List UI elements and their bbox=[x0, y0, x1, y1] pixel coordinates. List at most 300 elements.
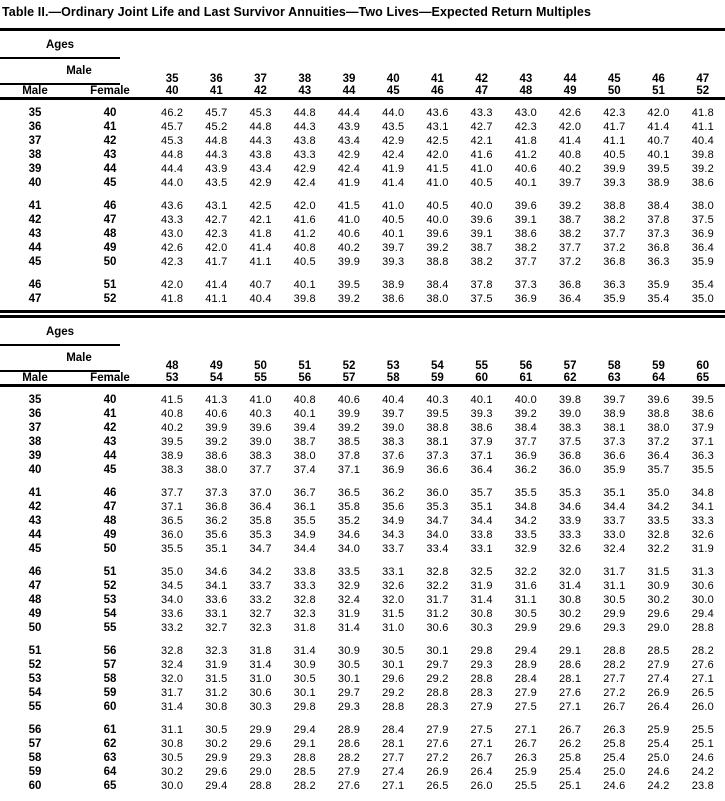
multiple-value-cell: 33.5 bbox=[337, 566, 361, 578]
multiple-value-cell: 37.8 bbox=[647, 214, 670, 226]
multiple-value-cell: 41.3 bbox=[205, 394, 228, 406]
multiple-value-cell: 28.2 bbox=[293, 780, 316, 792]
multiple-value-cell: 38.3 bbox=[161, 464, 184, 476]
multiple-value-cell: 42.3 bbox=[161, 256, 184, 268]
female-age-cell: 49 bbox=[103, 529, 117, 541]
multiple-value-cell: 32.3 bbox=[249, 622, 272, 634]
multiple-value-cell: 36.2 bbox=[514, 464, 537, 476]
multiple-value-cell: 37.1 bbox=[470, 450, 493, 462]
multiple-value-cell: 43.8 bbox=[293, 135, 316, 147]
multiple-value-cell: 27.9 bbox=[514, 687, 537, 699]
multiple-value-cell: 35.5 bbox=[691, 464, 714, 476]
multiple-value-cell: 32.2 bbox=[514, 566, 537, 578]
multiple-value-cell: 39.9 bbox=[603, 163, 626, 175]
multiple-value-cell: 40.1 bbox=[647, 149, 670, 161]
multiple-value-cell: 34.8 bbox=[691, 487, 714, 499]
multiple-value-cell: 28.3 bbox=[426, 701, 449, 713]
male-age-header: 42 bbox=[475, 73, 489, 85]
multiple-value-cell: 32.6 bbox=[558, 543, 582, 555]
female-age-header: 45 bbox=[371, 85, 415, 99]
multiple-value-cell: 39.8 bbox=[293, 293, 316, 305]
multiple-value-cell: 38.6 bbox=[691, 408, 714, 420]
female-age-cell: 40 bbox=[103, 394, 117, 406]
multiple-value-cell: 31.4 bbox=[558, 580, 582, 592]
female-age-header: 49 bbox=[548, 85, 592, 99]
multiple-value-cell: 37.9 bbox=[691, 422, 714, 434]
table-row bbox=[0, 528, 725, 542]
multiple-value-cell: 37.1 bbox=[161, 501, 184, 513]
table-row bbox=[0, 213, 725, 227]
multiple-value-cell: 29.6 bbox=[558, 622, 582, 634]
multiple-value-cell: 24.2 bbox=[647, 780, 670, 792]
female-age-cell: 60 bbox=[103, 701, 117, 713]
row-group bbox=[0, 556, 725, 635]
multiple-value-cell: 43.3 bbox=[293, 149, 316, 161]
multiple-value-cell: 31.5 bbox=[205, 673, 228, 685]
female-age-cell: 43 bbox=[103, 149, 117, 161]
multiple-value-cell: 43.4 bbox=[249, 163, 272, 175]
multiple-value-cell: 39.0 bbox=[558, 408, 582, 420]
multiple-value-cell: 39.2 bbox=[426, 242, 449, 254]
multiple-value-cell: 34.6 bbox=[337, 529, 361, 541]
multiple-value-cell: 37.0 bbox=[249, 487, 272, 499]
multiple-value-cell: 25.1 bbox=[691, 738, 714, 750]
multiple-value-cell: 29.0 bbox=[647, 622, 670, 634]
female-age-header: 40 bbox=[150, 85, 194, 99]
multiple-value-cell: 43.4 bbox=[337, 135, 361, 147]
multiple-value-cell: 44.3 bbox=[205, 149, 228, 161]
multiple-value-cell: 41.6 bbox=[293, 214, 316, 226]
male-age-cell: 48 bbox=[28, 594, 42, 606]
multiple-value-cell: 39.5 bbox=[161, 436, 184, 448]
multiple-value-cell: 36.0 bbox=[161, 529, 184, 541]
row-group bbox=[0, 190, 725, 269]
multiple-value-cell: 37.7 bbox=[603, 228, 626, 240]
male-age-header: 52 bbox=[342, 360, 356, 372]
multiple-value-cell: 46.2 bbox=[161, 107, 184, 119]
multiple-value-cell: 34.9 bbox=[382, 515, 405, 527]
multiple-value-cell: 34.4 bbox=[603, 501, 626, 513]
multiple-value-cell: 36.4 bbox=[691, 242, 714, 254]
female-age-header: 51 bbox=[636, 85, 680, 99]
multiple-value-cell: 42.7 bbox=[205, 214, 228, 226]
multiple-value-cell: 38.2 bbox=[514, 242, 537, 254]
multiple-value-cell: 33.5 bbox=[647, 515, 670, 527]
multiple-value-cell: 37.2 bbox=[647, 436, 670, 448]
multiple-value-cell: 44.8 bbox=[161, 149, 184, 161]
multiple-value-cell: 30.8 bbox=[558, 594, 582, 606]
multiple-value-cell: 40.6 bbox=[205, 408, 228, 420]
multiple-value-cell: 34.7 bbox=[249, 543, 272, 555]
female-age-cell: 47 bbox=[103, 501, 117, 513]
multiple-value-cell: 29.6 bbox=[205, 766, 228, 778]
male-age-cell: 40 bbox=[28, 177, 42, 189]
multiple-value-cell: 34.7 bbox=[426, 515, 449, 527]
multiple-value-cell: 39.6 bbox=[647, 394, 670, 406]
multiple-value-cell: 34.4 bbox=[470, 515, 493, 527]
multiple-value-cell: 38.1 bbox=[426, 436, 449, 448]
multiple-value-cell: 28.8 bbox=[691, 622, 714, 634]
male-age-cell: 50 bbox=[28, 622, 42, 634]
table-row bbox=[0, 607, 725, 621]
section-divider-rule bbox=[0, 310, 725, 318]
ages-label: Ages bbox=[0, 31, 120, 59]
male-age-header: 40 bbox=[386, 73, 400, 85]
multiple-value-cell: 35.1 bbox=[470, 501, 493, 513]
multiple-value-cell: 33.1 bbox=[205, 608, 228, 620]
multiple-value-cell: 27.5 bbox=[470, 724, 493, 736]
multiple-value-cell: 41.9 bbox=[382, 163, 405, 175]
table-row bbox=[0, 386, 725, 408]
multiple-value-cell: 34.2 bbox=[647, 501, 670, 513]
multiple-value-cell: 28.8 bbox=[249, 780, 272, 792]
multiple-value-cell: 38.2 bbox=[470, 256, 493, 268]
multiple-value-cell: 37.8 bbox=[470, 279, 493, 291]
table-row bbox=[0, 148, 725, 162]
multiple-value-cell: 35.3 bbox=[558, 487, 582, 499]
multiple-value-cell: 27.9 bbox=[337, 766, 361, 778]
multiple-value-cell: 33.7 bbox=[603, 515, 626, 527]
multiple-value-cell: 30.2 bbox=[205, 738, 228, 750]
multiple-value-cell: 26.2 bbox=[558, 738, 582, 750]
multiple-value-cell: 36.9 bbox=[514, 450, 537, 462]
multiple-value-cell: 34.8 bbox=[514, 501, 537, 513]
multiple-value-cell: 38.3 bbox=[382, 436, 405, 448]
multiple-value-cell: 28.6 bbox=[558, 659, 582, 671]
multiple-value-cell: 40.5 bbox=[470, 177, 493, 189]
multiple-value-cell: 26.7 bbox=[558, 724, 582, 736]
multiple-value-cell: 39.7 bbox=[558, 177, 582, 189]
male-age-cell: 46 bbox=[28, 279, 42, 291]
multiple-value-cell: 32.4 bbox=[603, 543, 626, 555]
multiple-value-cell: 28.2 bbox=[603, 659, 626, 671]
multiple-value-cell: 30.8 bbox=[161, 738, 184, 750]
female-age-header: 62 bbox=[548, 372, 592, 386]
multiple-value-cell: 36.4 bbox=[558, 293, 582, 305]
female-age-header: 48 bbox=[504, 85, 548, 99]
multiple-value-cell: 28.8 bbox=[603, 645, 626, 657]
female-age-header: 55 bbox=[238, 372, 282, 386]
multiple-value-cell: 38.6 bbox=[691, 177, 714, 189]
table-row bbox=[0, 99, 725, 121]
multiple-value-cell: 29.7 bbox=[426, 659, 449, 671]
multiple-value-cell: 35.6 bbox=[205, 529, 228, 541]
multiple-value-cell: 43.5 bbox=[205, 177, 228, 189]
multiple-value-cell: 30.2 bbox=[161, 766, 184, 778]
multiple-value-cell: 31.8 bbox=[249, 645, 272, 657]
multiple-value-cell: 38.0 bbox=[293, 450, 316, 462]
female-ages-row bbox=[0, 85, 725, 99]
male-age-header: 56 bbox=[519, 360, 533, 372]
male-age-header: 50 bbox=[254, 360, 267, 372]
multiple-value-cell: 41.7 bbox=[205, 256, 228, 268]
multiple-value-cell: 39.6 bbox=[470, 214, 493, 226]
male-age-cell: 36 bbox=[28, 408, 42, 420]
multiple-value-cell: 36.3 bbox=[691, 450, 714, 462]
multiple-value-cell: 27.6 bbox=[691, 659, 714, 671]
multiple-value-cell: 35.1 bbox=[603, 487, 626, 499]
multiple-value-cell: 36.8 bbox=[603, 256, 626, 268]
multiple-value-cell: 28.4 bbox=[382, 724, 405, 736]
row-group bbox=[0, 99, 725, 191]
male-age-header: 51 bbox=[298, 360, 312, 372]
multiple-value-cell: 30.2 bbox=[647, 594, 670, 606]
female-age-header: 44 bbox=[327, 85, 371, 99]
multiple-value-cell: 42.0 bbox=[558, 121, 582, 133]
group-gap bbox=[0, 556, 725, 565]
male-age-header: 39 bbox=[342, 73, 356, 85]
male-age-header: 41 bbox=[431, 73, 444, 85]
multiple-value-cell: 36.2 bbox=[205, 515, 228, 527]
multiple-value-cell: 26.5 bbox=[691, 687, 714, 699]
male-age-cell: 60 bbox=[28, 780, 42, 792]
multiple-value-cell: 43.1 bbox=[205, 200, 228, 212]
male-age-cell: 38 bbox=[28, 436, 42, 448]
multiple-value-cell: 40.2 bbox=[161, 422, 184, 434]
multiple-value-cell: 41.0 bbox=[337, 214, 361, 226]
male-age-cell: 43 bbox=[28, 515, 42, 527]
multiple-value-cell: 31.4 bbox=[161, 701, 184, 713]
multiple-value-cell: 27.1 bbox=[470, 738, 493, 750]
multiple-value-cell: 25.9 bbox=[514, 766, 537, 778]
multiple-value-cell: 40.8 bbox=[293, 394, 316, 406]
female-age-header: 60 bbox=[460, 372, 504, 386]
multiple-value-cell: 41.0 bbox=[382, 200, 405, 212]
multiple-value-cell: 40.0 bbox=[470, 200, 493, 212]
multiple-value-cell: 29.3 bbox=[470, 659, 493, 671]
multiple-value-cell: 32.3 bbox=[293, 608, 316, 620]
male-age-header: 43 bbox=[519, 73, 533, 85]
multiple-value-cell: 31.7 bbox=[426, 594, 449, 606]
multiple-value-cell: 39.9 bbox=[337, 408, 361, 420]
male-age-header: 35 bbox=[165, 73, 179, 85]
multiple-value-cell: 41.4 bbox=[382, 177, 405, 189]
multiple-value-cell: 42.0 bbox=[161, 279, 184, 291]
multiple-value-cell: 34.1 bbox=[691, 501, 714, 513]
male-age-cell: 51 bbox=[28, 645, 42, 657]
multiple-value-cell: 31.0 bbox=[249, 673, 272, 685]
male-age-cell: 45 bbox=[28, 543, 42, 555]
multiple-value-cell: 40.7 bbox=[249, 279, 272, 291]
multiple-value-cell: 41.8 bbox=[161, 293, 184, 305]
multiple-value-cell: 38.9 bbox=[647, 177, 670, 189]
female-age-cell: 59 bbox=[103, 687, 117, 699]
multiple-value-cell: 25.4 bbox=[603, 752, 626, 764]
multiple-value-cell: 38.7 bbox=[470, 242, 493, 254]
male-age-cell: 44 bbox=[28, 529, 42, 541]
multiple-value-cell: 29.0 bbox=[249, 766, 272, 778]
multiple-value-cell: 40.8 bbox=[293, 242, 316, 254]
multiple-value-cell: 40.6 bbox=[514, 163, 537, 175]
multiple-value-cell: 27.9 bbox=[470, 701, 493, 713]
multiple-value-cell: 30.9 bbox=[647, 580, 670, 592]
multiple-value-cell: 40.5 bbox=[382, 214, 405, 226]
table-row bbox=[0, 199, 725, 213]
multiple-value-cell: 43.6 bbox=[161, 200, 184, 212]
multiple-value-cell: 39.5 bbox=[691, 394, 714, 406]
multiple-value-cell: 32.4 bbox=[337, 594, 361, 606]
multiple-value-cell: 28.8 bbox=[426, 687, 449, 699]
multiple-value-cell: 38.4 bbox=[647, 200, 670, 212]
multiple-value-cell: 31.5 bbox=[647, 566, 670, 578]
multiple-value-cell: 43.5 bbox=[382, 121, 405, 133]
multiple-value-cell: 25.9 bbox=[647, 724, 670, 736]
multiple-value-cell: 35.3 bbox=[426, 501, 449, 513]
multiple-value-cell: 31.9 bbox=[205, 659, 228, 671]
multiple-value-cell: 26.4 bbox=[470, 766, 493, 778]
multiple-value-cell: 35.3 bbox=[249, 529, 272, 541]
multiple-value-cell: 45.3 bbox=[161, 135, 184, 147]
multiple-value-cell: 39.2 bbox=[337, 293, 361, 305]
multiple-value-cell: 37.1 bbox=[691, 436, 714, 448]
female-age-header: 43 bbox=[283, 85, 327, 99]
group-gap bbox=[0, 714, 725, 723]
multiple-value-cell: 29.2 bbox=[382, 687, 405, 699]
multiple-value-cell: 41.8 bbox=[514, 135, 537, 147]
multiple-value-cell: 24.6 bbox=[603, 780, 626, 792]
table-row bbox=[0, 292, 725, 306]
multiple-value-cell: 25.4 bbox=[647, 738, 670, 750]
male-ages-row bbox=[0, 346, 725, 372]
multiple-value-cell: 38.0 bbox=[205, 464, 228, 476]
male-age-cell: 38 bbox=[28, 149, 42, 161]
multiple-value-cell: 31.5 bbox=[382, 608, 405, 620]
multiple-value-cell: 37.3 bbox=[647, 228, 670, 240]
female-age-cell: 51 bbox=[103, 566, 117, 578]
multiple-value-cell: 25.8 bbox=[603, 738, 626, 750]
multiple-value-cell: 31.2 bbox=[205, 687, 228, 699]
multiple-value-cell: 31.1 bbox=[514, 594, 537, 606]
multiple-value-cell: 32.8 bbox=[426, 566, 449, 578]
multiple-value-cell: 39.4 bbox=[293, 422, 316, 434]
multiple-value-cell: 27.9 bbox=[647, 659, 670, 671]
multiple-value-cell: 33.1 bbox=[470, 543, 493, 555]
group-gap bbox=[0, 190, 725, 199]
male-age-cell: 47 bbox=[28, 293, 42, 305]
female-age-header: 58 bbox=[371, 372, 415, 386]
multiple-value-cell: 29.8 bbox=[470, 645, 493, 657]
multiple-value-cell: 34.6 bbox=[205, 566, 228, 578]
male-age-cell: 37 bbox=[28, 422, 42, 434]
multiple-value-cell: 30.5 bbox=[205, 724, 228, 736]
female-age-header: 53 bbox=[150, 372, 194, 386]
multiple-value-cell: 41.1 bbox=[205, 293, 228, 305]
female-age-cell: 41 bbox=[103, 121, 117, 133]
multiple-value-cell: 27.4 bbox=[647, 673, 670, 685]
multiple-value-cell: 25.5 bbox=[514, 780, 537, 792]
multiple-value-cell: 31.9 bbox=[470, 580, 493, 592]
multiple-value-cell: 27.1 bbox=[514, 724, 537, 736]
multiple-value-cell: 35.8 bbox=[249, 515, 272, 527]
multiple-value-cell: 42.3 bbox=[205, 228, 228, 240]
multiple-value-cell: 30.1 bbox=[337, 673, 361, 685]
multiple-value-cell: 30.1 bbox=[382, 659, 405, 671]
multiple-value-cell: 44.0 bbox=[161, 177, 184, 189]
multiple-value-cell: 30.9 bbox=[337, 645, 361, 657]
multiple-value-cell: 30.5 bbox=[514, 608, 537, 620]
female-age-header: 64 bbox=[636, 372, 680, 386]
multiple-value-cell: 41.0 bbox=[249, 394, 272, 406]
multiple-value-cell: 35.5 bbox=[514, 487, 537, 499]
multiple-value-cell: 39.5 bbox=[647, 163, 670, 175]
multiple-value-cell: 30.8 bbox=[470, 608, 493, 620]
multiple-value-cell: 29.9 bbox=[249, 724, 272, 736]
multiple-value-cell: 41.8 bbox=[691, 107, 714, 119]
male-age-cell: 36 bbox=[28, 121, 42, 133]
multiple-value-cell: 33.2 bbox=[161, 622, 184, 634]
multiple-value-cell: 30.6 bbox=[426, 622, 449, 634]
female-age-cell: 41 bbox=[103, 408, 117, 420]
female-age-header: 63 bbox=[592, 372, 636, 386]
multiple-value-cell: 39.3 bbox=[603, 177, 626, 189]
multiple-value-cell: 30.3 bbox=[249, 701, 272, 713]
multiple-value-cell: 34.0 bbox=[161, 594, 184, 606]
male-age-cell: 44 bbox=[28, 242, 42, 254]
multiple-value-cell: 35.9 bbox=[603, 464, 626, 476]
multiple-value-cell: 30.8 bbox=[205, 701, 228, 713]
multiple-value-cell: 42.5 bbox=[426, 135, 449, 147]
multiple-value-cell: 44.3 bbox=[249, 135, 272, 147]
multiple-value-cell: 45.7 bbox=[161, 121, 184, 133]
multiple-value-cell: 33.3 bbox=[293, 580, 316, 592]
multiple-value-cell: 38.2 bbox=[603, 214, 626, 226]
multiple-value-cell: 27.6 bbox=[426, 738, 449, 750]
multiple-value-cell: 29.4 bbox=[293, 724, 316, 736]
multiple-value-cell: 31.7 bbox=[603, 566, 626, 578]
female-age-cell: 57 bbox=[103, 659, 117, 671]
table-row bbox=[0, 579, 725, 593]
multiple-value-cell: 41.5 bbox=[337, 200, 361, 212]
multiple-value-cell: 32.2 bbox=[426, 580, 449, 592]
multiple-value-cell: 38.6 bbox=[205, 450, 228, 462]
female-age-cell: 61 bbox=[103, 724, 117, 736]
multiple-value-cell: 27.4 bbox=[382, 766, 405, 778]
multiple-value-cell: 35.0 bbox=[691, 293, 714, 305]
multiple-value-cell: 33.9 bbox=[558, 515, 582, 527]
table-row bbox=[0, 162, 725, 176]
male-age-cell: 47 bbox=[28, 580, 42, 592]
male-age-header: 53 bbox=[386, 360, 400, 372]
multiple-value-cell: 37.7 bbox=[161, 487, 184, 499]
table-row bbox=[0, 751, 725, 765]
multiple-value-cell: 32.8 bbox=[647, 529, 670, 541]
multiple-value-cell: 42.0 bbox=[205, 242, 228, 254]
multiple-value-cell: 35.0 bbox=[647, 487, 670, 499]
multiple-value-cell: 38.8 bbox=[426, 422, 449, 434]
multiple-value-cell: 29.9 bbox=[603, 608, 626, 620]
multiple-value-cell: 40.6 bbox=[337, 394, 361, 406]
multiple-value-cell: 36.8 bbox=[647, 242, 670, 254]
female-age-cell: 50 bbox=[103, 256, 117, 268]
group-gap bbox=[0, 269, 725, 278]
multiple-value-cell: 33.3 bbox=[691, 515, 714, 527]
multiple-value-cell: 41.4 bbox=[558, 135, 582, 147]
multiple-value-cell: 36.9 bbox=[382, 464, 405, 476]
multiple-value-cell: 30.9 bbox=[293, 659, 316, 671]
multiple-value-cell: 39.1 bbox=[514, 214, 537, 226]
multiple-value-cell: 34.3 bbox=[382, 529, 405, 541]
multiple-value-cell: 36.4 bbox=[470, 464, 493, 476]
multiple-value-cell: 38.1 bbox=[603, 422, 626, 434]
multiple-value-cell: 36.8 bbox=[558, 279, 582, 291]
multiple-value-cell: 31.4 bbox=[470, 594, 493, 606]
multiple-value-cell: 30.5 bbox=[603, 594, 626, 606]
multiple-value-cell: 27.2 bbox=[426, 752, 449, 764]
row-group bbox=[0, 635, 725, 714]
multiple-value-cell: 37.3 bbox=[205, 487, 228, 499]
multiple-value-cell: 30.5 bbox=[293, 673, 316, 685]
male-age-header: 48 bbox=[165, 360, 179, 372]
